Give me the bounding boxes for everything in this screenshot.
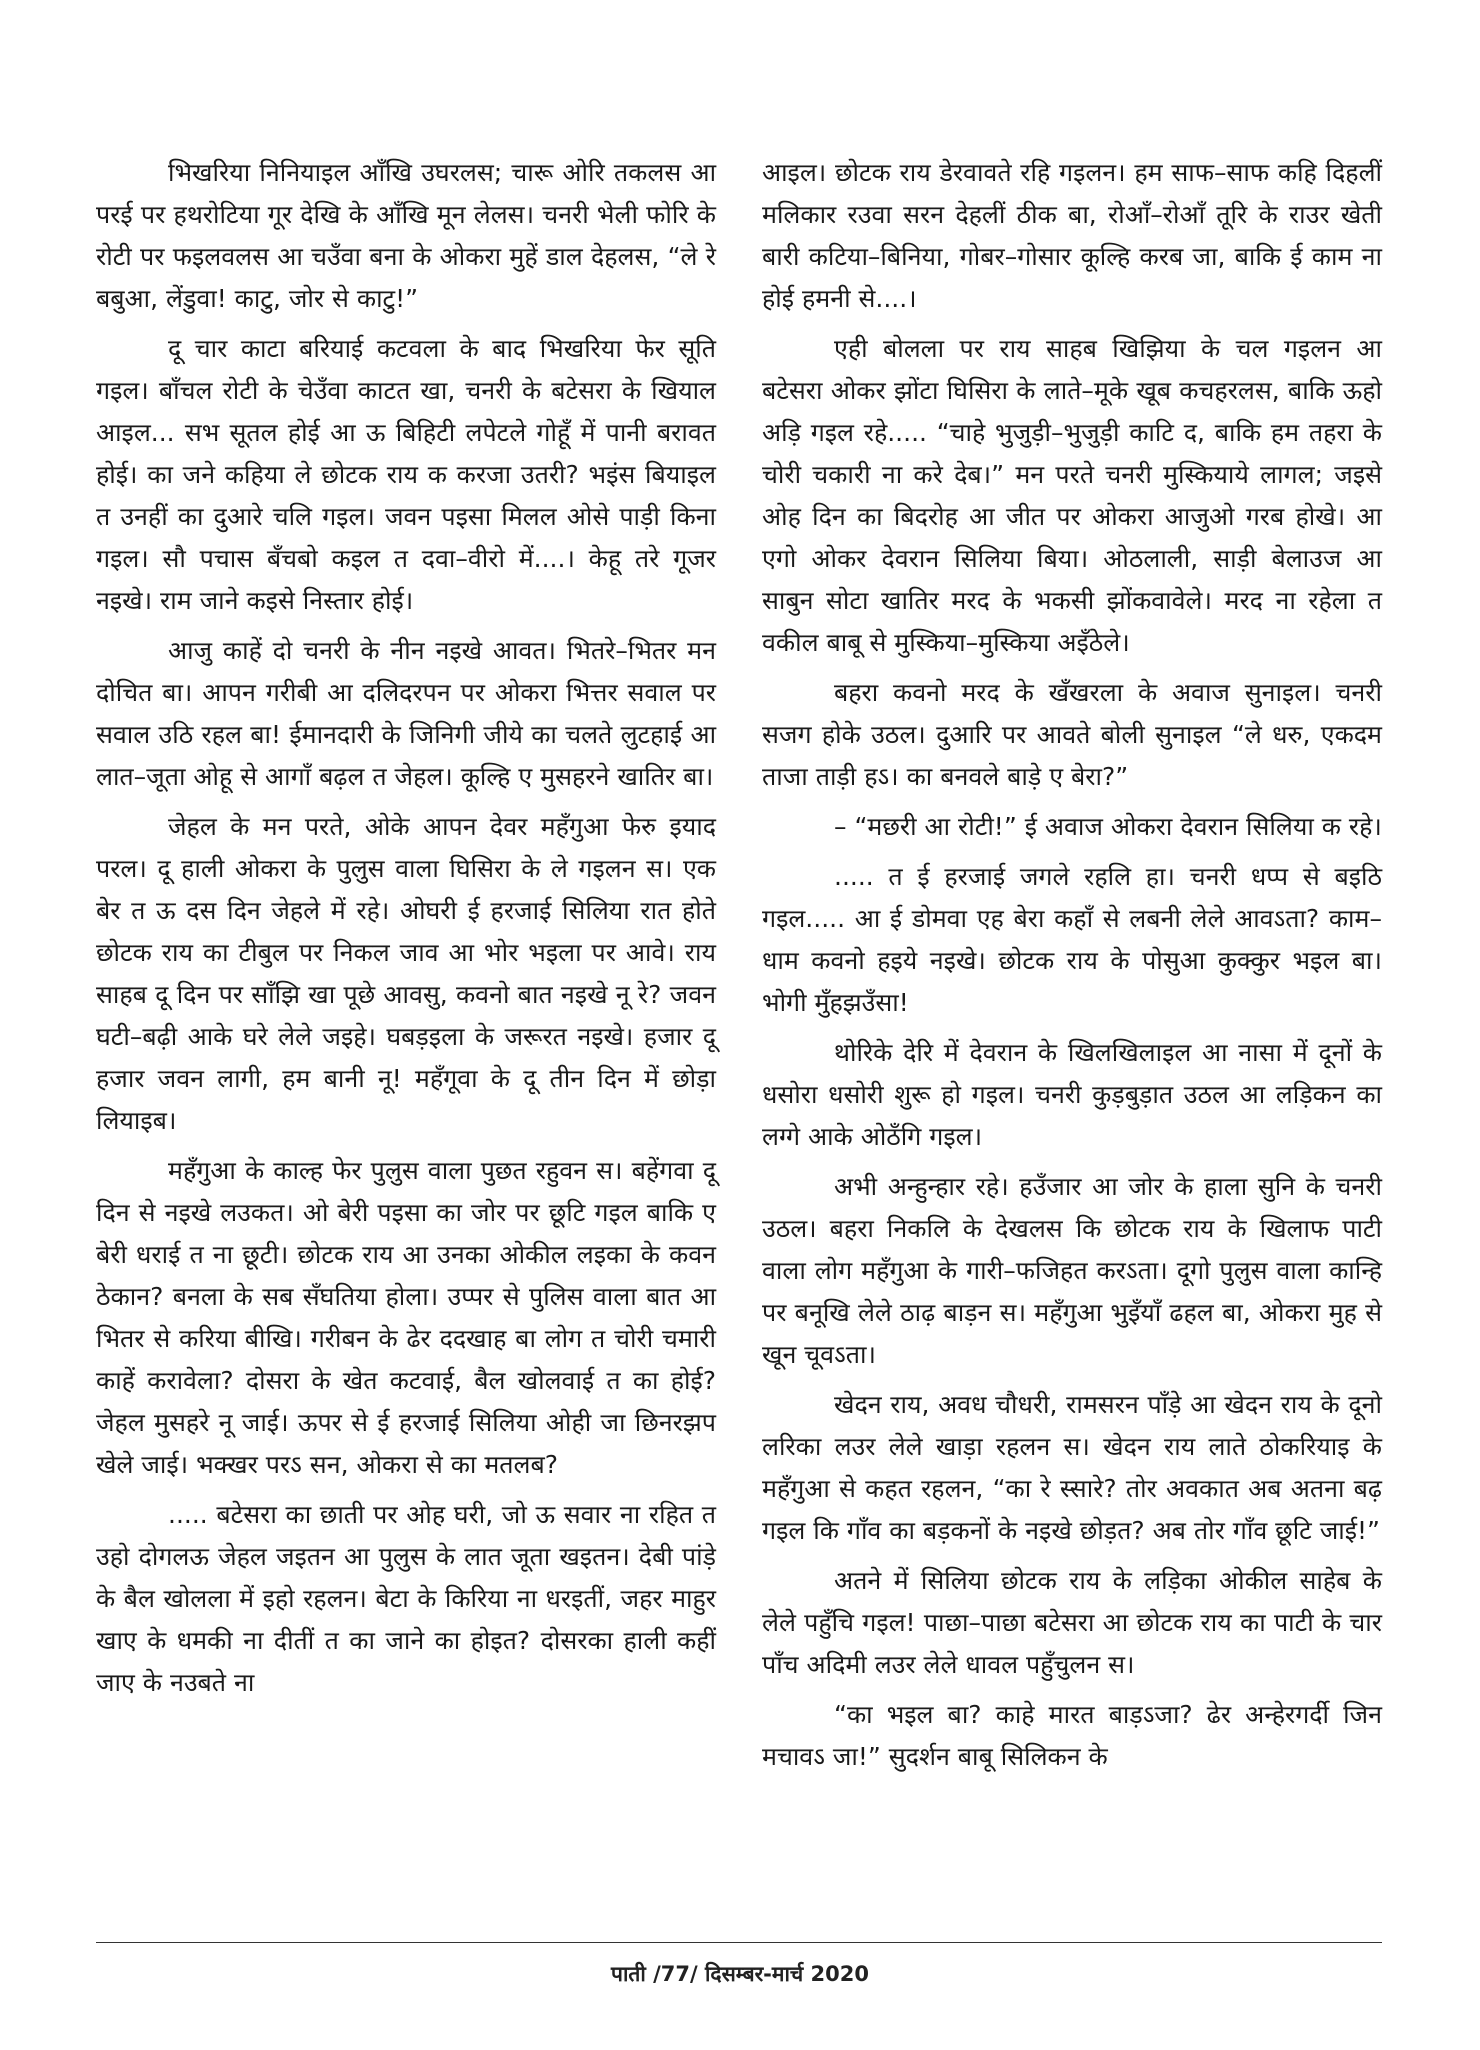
left-column: [96, 152, 716, 1712]
paragraph: अतने में सिलिया छोटक राय के लड़िका ओकील साहेब के लेले पहुँचि गइल! पाछा–पाछा बटेसरा आ छोटक राय का पाटी के चार पाँच अदिमी लउर लेले धावल पहुँचुलन स।: [762, 1566, 1382, 1679]
paragraph: खेदन राय, अवध चौधरी, रामसरन पाँड़े आ खेदन राय के दूनो लरिका लउर लेले खाड़ा रहलन स। खेदन राय लाते ठोकरियाइ के महँगुआ से कहत रहलन, “का रे स्सारे? तोर अवकात अब अतना बढ़ गइल कि गाँव का बड़कनों के नइखे छोड़त? अब तोर गाँव छूटि जाई!”: [762, 1390, 1382, 1545]
paragraph: जेहल के मन परते, ओके आपन देवर महँगुआ फेरु इयाद परल। दू हाली ओकरा के पुलुस वाला घिसिरा के ले गइलन स। एक बेर त ऊ दस दिन जेहले में रहे। ओघरी ई हरजाई सिलिया रात होते छोटक राय का टीबुल पर निकल जाव आ भोर भइला पर आवे। राय साहब दू दिन पर साँझि खा पूछे आवसु, कवनो बात नइखे नू रे? जवन घटी–बढ़ी आके घरे लेले जइहे। घबड़इला के जरूरत नइखे। हजार दू हजार जवन लागी, हम बानी नू! महँगूवा के दू तीन दिन में छोड़ा लियाइब।: [96, 812, 716, 1135]
paragraph: – “मछरी आ रोटी!” ई अवाज ओकरा देवरान सिलिया क रहे।: [834, 812, 1382, 841]
paragraph: थोरिके देरि में देवरान के खिलखिलाइल आ नासा में दूनों के धसोरा धसोरी शुरू हो गइल। चनरी कुड़बुड़ात उठल आ लड़िकन का लग्गे आके ओठँगि गइल।: [762, 1038, 1382, 1151]
paragraph: दू चार काटा बरियाई कटवला के बाद भिखरिया फेर सूति गइल। बाँचल रोटी के चेउँवा काटत खा, चनरी के बटेसरा के खियाल आइल... सभ सूतल होई आ ऊ बिहिटी लपेटले गोहूँ में पानी बरावत होई। का जने कहिया ले छोटक राय क करजा उतरी? भइंस बियाइल त उनहीं का दुआरे चलि गइल। जवन पइसा मिलल ओसे पाड़ी किना गइल। सौ पचास बँचबो कइल त दवा–वीरो में....। केहू तरे गूजर नइखे। राम जाने कइसे निस्तार होई।: [96, 334, 716, 615]
paragraph: भिखरिया निनियाइल आँखि उघरलस; चारू ओरि तकलस आ परई पर हथरोटिया गूर देखि के आँखि मून लेलस। चनरी भेली फोरि के रोटी पर फइलवलस आ चउँवा बना के ओकरा मुहें डाल देहलस, “ले रे बबुआ, लेंडुवा! काटु, जोर से काटु!”: [96, 158, 716, 313]
paragraph: एही बोलला पर राय साहब खिझिया के चल गइलन आ बटेसरा ओकर झोंटा घिसिरा के लाते–मूके खूब कचहरलस, बाकि ऊहो अड़ि गइल रहे..... “चाहे भुजुड़ी–भुजुड़ी काटि द, बाकि हम तहरा के चोरी चकारी ना करे देब।” मन परते चनरी मुस्कियाये लागल; जइसे ओह दिन का बिदरोह आ जीत पर ओकरा आजुओ गरब होखे। आ एगो ओकर देवरान सिलिया बिया। ओठलाली, साड़ी बेलाउज आ साबुन सोटा खातिर मरद के भकसी झोंकवावेले। मरद ना रहेला त वकील बाबू से मुस्किया–मुस्किया अइँठेले।: [762, 334, 1382, 657]
paragraph: बहरा कवनो मरद के खँखरला के अवाज सुनाइल। चनरी सजग होके उठल। दुआरि पर आवते बोली सुनाइल “ले धरु, एकदम ताजा ताड़ी हऽ। का बनवले बाड़े ए बेरा?”: [762, 678, 1382, 791]
paragraph: महँगुआ के काल्ह फेर पुलुस वाला पुछत रहुवन स। बहेंगवा दू दिन से नइखे लउकत। ओ बेरी पइसा का जोर पर छूटि गइल बाकि ए बेरी धराई त ना छूटी। छोटक राय आ उनका ओकील लइका के कवन ठेकान? बनला के सब सँघतिया होला। उप्पर से पुलिस वाला बात आ भितर से करिया बीखि। गरीबन के ढेर ददखाह बा लोग त चोरी चमारी काहें करावेला? दोसरा के खेत कटवाई, बैल खोलवाई त का होई? जेहल मुसहरे नू जाई। ऊपर से ई हरजाई सिलिया ओही जा छिनरझप खेले जाई। भक्खर परऽ सन, ओकरा से का मतलब?: [96, 1156, 716, 1479]
paragraph: आइल। छोटक राय डेरवावते रहि गइलन। हम साफ–साफ कहि दिहलीं मलिकार रउवा सरन देहलीं ठीक बा, रोआँ–रोआँ तूरि के राउर खेती बारी कटिया–बिनिया, गोबर–गोसार कूल्हि करब जा, बाकि ई काम ना होई हमनी से....।: [762, 158, 1382, 313]
page-footer: पाती /77/ दिसम्बर-मार्च 2020: [611, 1962, 869, 1986]
footer-divider: [96, 1942, 1382, 1943]
paragraph: “का भइल बा? काहे मारत बाड़ऽजा? ढेर अन्हेरगर्दी जिन मचावऽ जा!” सुदर्शन बाबू सिलिकन के: [762, 1700, 1382, 1771]
paragraph: अभी अन्हुन्हार रहे। हउँजार आ जोर के हाला सुनि के चनरी उठल। बहरा निकलि के देखलस कि छोटक राय के खिलाफ पाटी वाला लोग महँगुआ के गारी–फजिहत करऽता। दूगो पुलुस वाला कान्हि पर बनूखि लेले ठाढ़ बाड़न स। महँगुआ भुइँयाँ ढहल बा, ओकरा मुह से खून चूवऽता।: [762, 1172, 1382, 1369]
paragraph: ..... त ई हरजाई जगले रहलि हा। चनरी धप्प से बइठि गइल..... आ ई डोमवा एह बेरा कहाँ से लबनी लेले आवऽता? काम–धाम कवनो हइये नइखे। छोटक राय के पोसुआ कुक्कुर भइल बा। भोगी मुँहझउँसा!: [762, 862, 1382, 1017]
paragraph: ..... बटेसरा का छाती पर ओह घरी, जो ऊ सवार ना रहित त उहो दोगलऊ जेहल जइतन आ पुलुस के लात जूता खइतन। देबी पांड़े के बैल खोलला में इहो रहलन। बेटा के किरिया ना धरइतीं, जहर माहुर खाए के धमकी ना दीतीं त का जाने का होइत? दोसरका हाली कहीं जाए के नउबते ना: [96, 1500, 716, 1697]
paragraph: आजु काहें दो चनरी के नीन नइखे आवत। भितरे–भितर मन दोचित बा। आपन गरीबी आ दलिदरपन पर ओकरा भित्तर सवाल पर सवाल उठि रहल बा! ईमानदारी के जिनिगी जीये का चलते लुटहाई आ लात–जूता ओहू से आगाँ बढ़ल त जेहल। कूल्हि ए मुसहरने खातिर बा।: [96, 636, 716, 791]
right-column: [762, 152, 1382, 1786]
